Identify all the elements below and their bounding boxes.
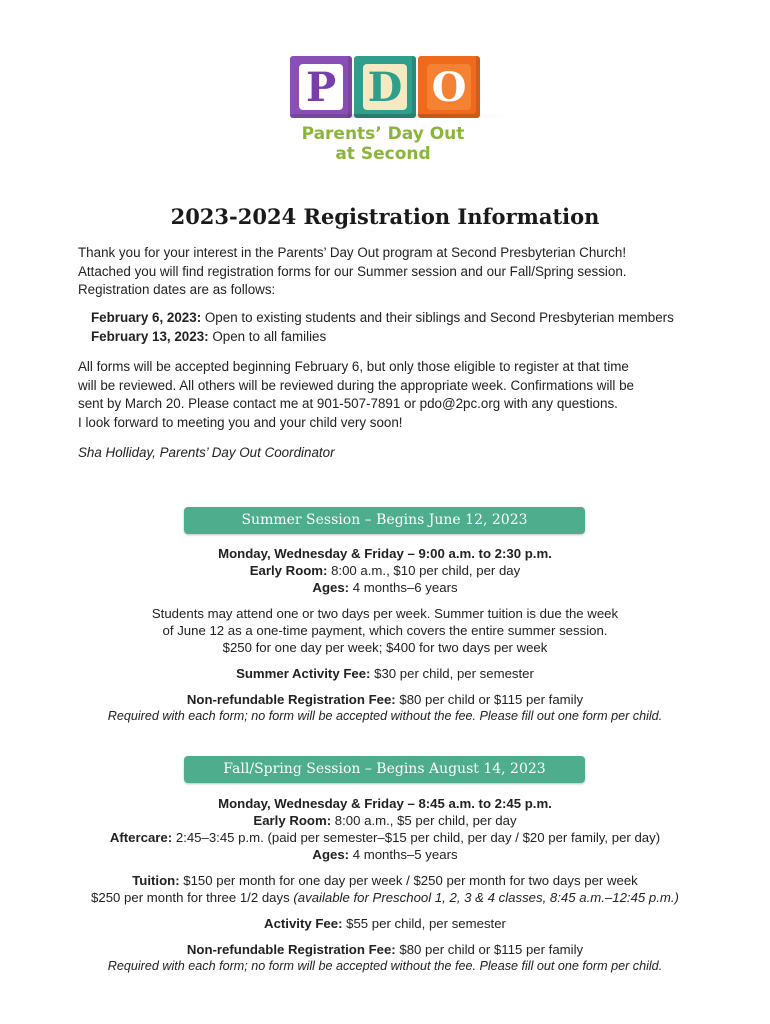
notice-line: sent by March 20. Please contact me at 901-507-7891 or pdo@2pc.org with any questions.	[78, 396, 618, 411]
early-room-label: Early Room:	[253, 813, 332, 828]
logo-letter-p: P	[299, 64, 343, 110]
registration-fee-value: $80 per child or $115 per family	[395, 942, 584, 957]
ages-value: 4 months–5 years	[349, 847, 458, 862]
tuition-line: of June 12 as a one-time payment, which covers the entire summer session.	[162, 623, 608, 638]
coordinator-signature: Sha Holliday, Parents’ Day Out Coordinator	[78, 445, 335, 460]
fallspring-aftercare	[0, 829, 770, 846]
summer-details	[0, 545, 770, 596]
early-room-value: 8:00 a.m., $10 per child, per day	[327, 563, 521, 578]
tuition-label: Tuition:	[132, 873, 180, 888]
fallspring-schedule	[0, 795, 770, 812]
registration-fee-value: $80 per child or $115 per family	[395, 692, 584, 707]
summer-ages	[0, 579, 770, 596]
activity-fee-value: $55 per child, per semester	[342, 916, 506, 931]
date-label: February 6, 2023:	[91, 310, 202, 325]
intro-line: Registration dates are as follows:	[78, 282, 276, 297]
summer-registration-fee	[0, 691, 770, 725]
date-item	[91, 309, 711, 328]
tuition-three-half-days: $250 per month for three 1/2 days	[91, 890, 294, 905]
summer-tuition	[0, 605, 770, 656]
fallspring-schedule-text: Monday, Wednesday & Friday – 8:45 a.m. to 2:45 p.m.	[218, 796, 552, 811]
tuition-line: Students may attend one or two days per week. Summer tuition is due the week	[151, 606, 619, 621]
tuition-line	[0, 872, 770, 889]
registration-fee-note: Required with each form; no form will be accepted without the fee. Please fill out one form per child.	[107, 959, 663, 973]
summer-activity-fee	[0, 665, 770, 682]
activity-fee-label: Activity Fee:	[264, 916, 343, 931]
registration-fee-line	[0, 691, 770, 708]
aftercare-value: 2:45–3:45 p.m. (paid per semester–$15 per child, per day / $20 per family, per day)	[172, 830, 661, 845]
tuition-line	[0, 889, 770, 906]
notice-line: will be reviewed. All others will be reviewed during the appropriate week. Confirmations will be	[78, 377, 634, 393]
notice-line: I look forward to meeting you and your child very soon!	[78, 414, 403, 430]
fallspring-details	[0, 795, 770, 863]
date-item	[91, 328, 711, 347]
pdo-logo	[288, 56, 518, 176]
intro-line: Attached you will find registration forms for our Summer session and our Fall/Spring session.	[78, 263, 627, 279]
fallspring-registration-fee	[0, 941, 770, 975]
registration-fee-label: Non-refundable Registration Fee:	[186, 692, 396, 707]
ages-value: 4 months–6 years	[349, 580, 458, 595]
page-title: 2023-2024 Registration Information	[170, 204, 600, 229]
summer-session-banner: Summer Session – Begins June 12, 2023	[184, 507, 585, 534]
tuition-preschool-note: (available for Preschool 1, 2, 3 & 4 classes, 8:45 a.m.–12:45 p.m.)	[293, 890, 679, 905]
logo-letter-o: O	[427, 64, 471, 110]
date-text: Open to existing students and their siblings and Second Presbyterian members	[201, 310, 674, 325]
date-label: February 13, 2023:	[91, 328, 209, 344]
notice-paragraph	[78, 358, 698, 432]
date-text: Open to all families	[208, 328, 327, 344]
logo-shadow	[348, 114, 508, 118]
intro-paragraph	[78, 244, 698, 300]
tagline-line1: Parents’ Day Out	[301, 124, 465, 144]
aftercare-label: Aftercare:	[109, 830, 173, 845]
notice-line: All forms will be accepted beginning February 6, but only those eligible to register at that time	[78, 359, 629, 374]
intro-line: Thank you for your interest in the Parents’ Day Out program at Second Presbyterian Church!	[78, 245, 627, 260]
summer-schedule-text: Monday, Wednesday & Friday – 9:00 a.m. to 2:30 p.m.	[218, 546, 552, 561]
logo-block-o	[418, 56, 480, 118]
tuition-value: $150 per month for one day per week / $250 per month for two days per week	[179, 873, 638, 888]
logo-block-d	[354, 56, 416, 118]
tuition-line: $250 for one day per week; $400 for two days per week	[222, 640, 548, 655]
logo-letter-d: D	[363, 64, 407, 110]
registration-fee-label: Non-refundable Registration Fee:	[186, 942, 396, 957]
fallspring-early-room	[0, 812, 770, 829]
registration-dates	[91, 309, 711, 346]
activity-fee-label: Summer Activity Fee:	[236, 666, 371, 681]
activity-fee-value: $30 per child, per semester	[370, 666, 534, 681]
registration-fee-note: Required with each form; no form will be accepted without the fee. Please fill out one form per child.	[107, 709, 663, 723]
early-room-label: Early Room:	[249, 563, 328, 578]
fallspring-tuition	[0, 872, 770, 906]
logo-block-p	[290, 56, 352, 118]
registration-fee-line	[0, 941, 770, 958]
logo-tagline	[288, 124, 478, 164]
ages-label: Ages:	[312, 847, 350, 862]
fallspring-session-banner: Fall/Spring Session – Begins August 14, 2023	[184, 756, 585, 783]
early-room-value: 8:00 a.m., $5 per child, per day	[331, 813, 517, 828]
summer-schedule	[0, 545, 770, 562]
fallspring-activity-fee	[0, 915, 770, 932]
tagline-line2: at Second	[335, 144, 431, 164]
summer-early-room	[0, 562, 770, 579]
ages-label: Ages:	[312, 580, 350, 595]
fallspring-ages	[0, 846, 770, 863]
